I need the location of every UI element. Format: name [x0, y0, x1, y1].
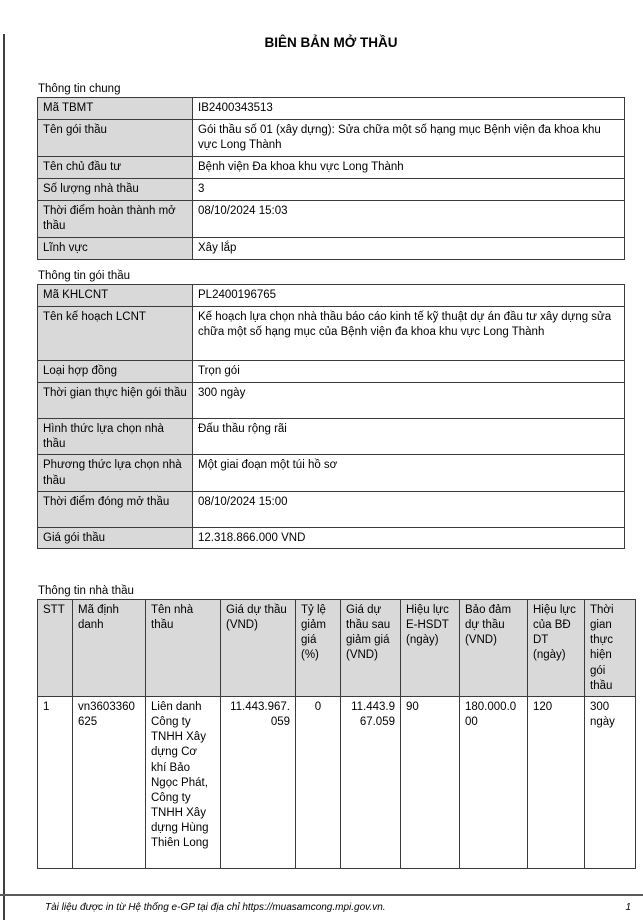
row-value-cell: 300 ngày — [193, 383, 625, 419]
table-row — [38, 491, 625, 527]
ehsdt-validity-cell: 90 — [401, 696, 460, 868]
bid-price-after-discount-cell: 11.443.967.059 — [341, 696, 401, 868]
page-edge-line — [3, 34, 5, 920]
guarantee-validity-cell: 120 — [528, 696, 585, 868]
table-row — [38, 419, 625, 455]
execution-time-cell: 300 ngày — [585, 696, 636, 868]
row-label-cell: Tên chủ đầu tư — [38, 157, 193, 179]
page-number: 1 — [625, 902, 631, 913]
bidder-name-cell: Liên danh Công ty TNHH Xây dựng Cơ khí Bảo Ngọc Phát, Công ty TNHH Xây dựng Hùng Thiên Long — [146, 696, 221, 868]
bidders-table — [37, 599, 636, 869]
discount-rate-cell: 0 — [296, 696, 341, 868]
bid-guarantee-cell: 180.000.000 — [460, 696, 528, 868]
row-label-cell: Mã TBMT — [38, 98, 193, 120]
section-heading-bidders: Thông tin nhà thầu — [38, 584, 134, 597]
bidder-row — [38, 696, 636, 868]
section-heading-package: Thông tin gói thầu — [38, 270, 131, 282]
row-label-cell: Hình thức lựa chọn nhà thầu — [38, 419, 193, 455]
row-value-cell: 08/10/2024 15:00 — [193, 491, 625, 527]
package-info-table — [37, 284, 625, 549]
table-row — [38, 527, 625, 548]
row-label-cell: Thời điểm đóng mở thầu — [38, 491, 193, 527]
doc-title: BIÊN BẢN MỞ THẦU — [264, 35, 398, 50]
row-label-cell: Thời gian thực hiện gói thầu — [38, 383, 193, 419]
row-label-cell: Loại hợp đồng — [38, 361, 193, 383]
column-header: Mã định danh — [73, 599, 146, 696]
column-header: Hiệu lực E-HSDT (ngày) — [401, 599, 460, 696]
table-row — [38, 157, 625, 179]
bid-price-cell: 11.443.967.059 — [221, 696, 296, 868]
row-value-cell: Bệnh viện Đa khoa khu vực Long Thành — [193, 157, 625, 179]
table-row — [38, 361, 625, 383]
table-row — [38, 285, 625, 307]
bidder-index-cell: 1 — [38, 696, 73, 868]
table-row — [38, 238, 625, 260]
column-header: STT — [38, 599, 73, 696]
row-value-cell: Một giai đoạn một túi hồ sơ — [193, 455, 625, 491]
bidder-id-cell: vn3603360625 — [73, 696, 146, 868]
table-row — [38, 201, 625, 238]
row-label-cell: Số lượng nhà thầu — [38, 179, 193, 201]
row-value-cell: Trọn gói — [193, 361, 625, 383]
page-footer — [45, 901, 631, 914]
row-value-cell: 3 — [193, 179, 625, 201]
row-label-cell: Lĩnh vực — [38, 238, 193, 260]
column-header: Tỷ lệ giảm giá (%) — [296, 599, 341, 696]
column-header: Bảo đảm dự thầu (VND) — [460, 599, 528, 696]
table-row — [38, 383, 625, 419]
row-label-cell: Tên kế hoạch LCNT — [38, 307, 193, 361]
column-header: Giá dự thầu sau giảm giá (VND) — [341, 599, 401, 696]
column-header: Thời gian thực hiện gói thầu — [585, 599, 636, 696]
row-label-cell: Giá gói thầu — [38, 527, 193, 548]
table-row — [38, 455, 625, 491]
section-heading-general: Thông tin chung — [38, 83, 121, 95]
column-header: Hiệu lực của BĐ DT (ngày) — [528, 599, 585, 696]
footer-divider — [0, 894, 643, 896]
row-value-cell: PL2400196765 — [193, 285, 625, 307]
row-value-cell: Kế hoạch lựa chọn nhà thầu báo cáo kinh tế kỹ thuật dự án đầu tư xây dựng sửa chữa một số hạng mục của Bệnh viện đa khoa khu vực Long Thành — [193, 307, 625, 361]
table-row — [38, 179, 625, 201]
row-value-cell: Đấu thầu rộng rãi — [193, 419, 625, 455]
row-label-cell: Phương thức lựa chọn nhà thầu — [38, 455, 193, 491]
column-header: Giá dự thầu (VND) — [221, 599, 296, 696]
row-value-cell: 12.318.866.000 VND — [193, 527, 625, 548]
table-row — [38, 120, 625, 157]
row-value-cell: 08/10/2024 15:03 — [193, 201, 625, 238]
row-value-cell: Gói thầu số 01 (xây dựng): Sửa chữa một số hạng mục Bệnh viện đa khoa khu vực Long Thành — [193, 120, 625, 157]
table-row — [38, 307, 625, 361]
general-info-table — [37, 97, 625, 260]
bidders-header-row — [38, 599, 636, 696]
row-value-cell: IB2400343513 — [193, 98, 625, 120]
column-header: Tên nhà thầu — [146, 599, 221, 696]
table-row — [38, 98, 625, 120]
row-label-cell: Mã KHLCNT — [38, 285, 193, 307]
document-page — [0, 34, 643, 869]
row-value-cell: Xây lắp — [193, 238, 625, 260]
footer-note: Tài liệu được in từ Hệ thống e-GP tại địa chỉ https://muasamcong.mpi.gov.vn. — [45, 902, 386, 913]
row-label-cell: Thời điểm hoàn thành mở thầu — [38, 201, 193, 238]
row-label-cell: Tên gói thầu — [38, 120, 193, 157]
